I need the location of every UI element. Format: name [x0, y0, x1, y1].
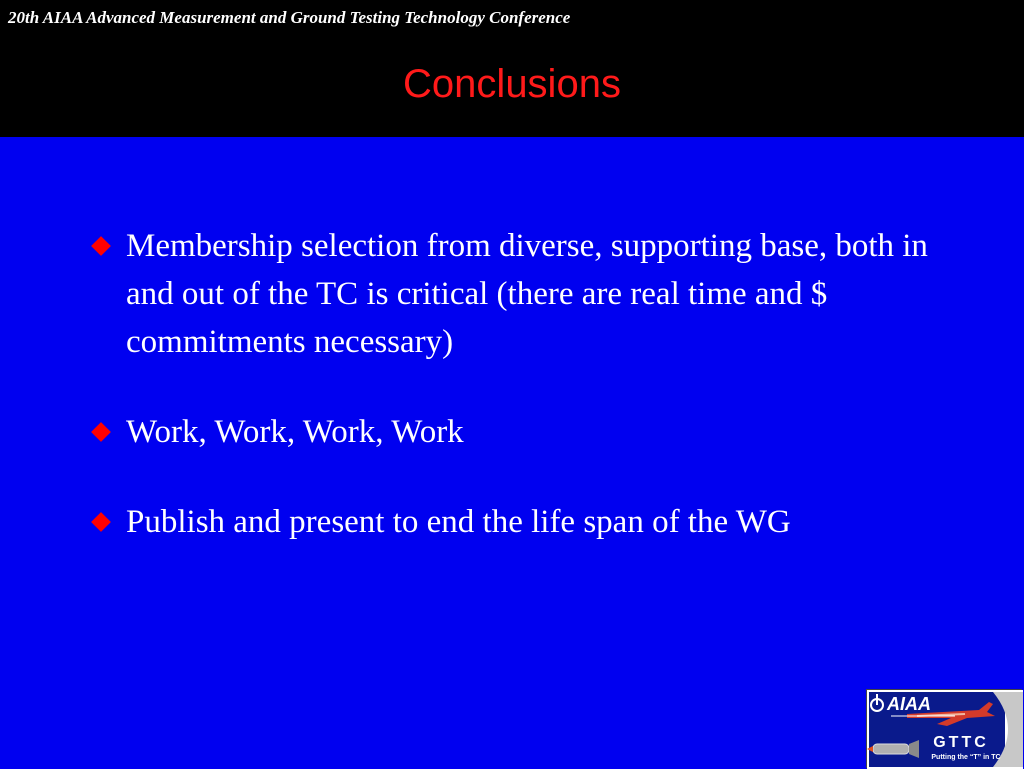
diamond-bullet-icon [91, 422, 111, 442]
diamond-bullet-icon [91, 512, 111, 532]
bullet-text: Membership selection from diverse, supporting base, both in and out of the TC is critical (there are real time and $ commitments necessary) [126, 228, 928, 360]
bullet-item [90, 222, 960, 366]
bullet-text: Publish and present to end the life span of the WG [126, 504, 791, 540]
aiaa-logo-text: AIAA [887, 694, 931, 714]
gttc-logo-text: GTTC [933, 734, 989, 751]
bullet-item [90, 408, 960, 456]
logo-tagline: Putting the “T” in TC [931, 754, 1001, 761]
bullet-text: Work, Work, Work, Work [126, 414, 464, 450]
conference-name: 20th AIAA Advanced Measurement and Ground Testing Technology Conference [8, 8, 571, 27]
bullet-list [90, 222, 960, 546]
gttc-logo [866, 689, 1022, 768]
bullet-item [90, 498, 960, 546]
diamond-bullet-icon [91, 236, 111, 256]
slide-title: Conclusions [403, 62, 621, 106]
slide-header [0, 0, 1024, 137]
